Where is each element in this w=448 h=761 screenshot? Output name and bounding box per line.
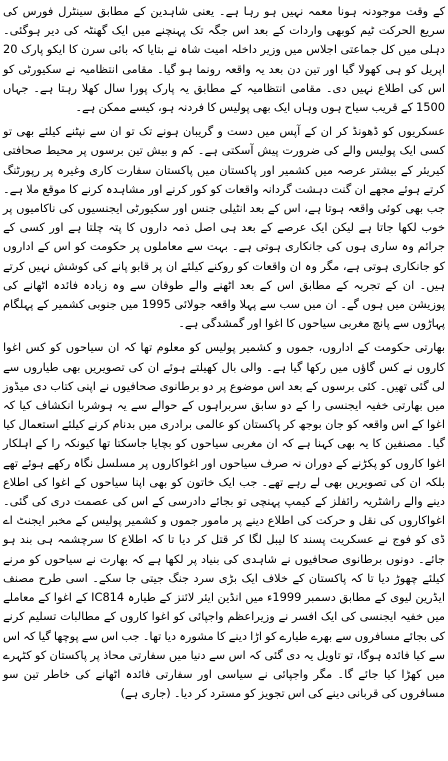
article-paragraph-1: کے وقت موجودنہ ہونا معمہ نہیں ہو رہا ہے۔ یعنی شاہدین کے مطابق سینٹرل فورس کی سریع الحرکت ٹیم کوبھی واردات کے بعد اس جگہ تک پہنچنے میں ایک گھنٹہ کی دیر ہوگئی۔ دہلی میں کل جماعتی اجلاس میں وزیر داخلہ امیت شاہ نے بتایا کہ بائی سرن کا ایکو پارک 20 اپریل کو ہی کھولا گیا اور تین دن بعد یہ واقعہ رونما ہو گیا۔ مقامی انتظامیہ نے سکیورٹی کو اس کی اطلاع نہیں دی۔ مقامی انتظامیہ کے مطابق یہ پارک پورا سال کھلا رہتا ہے۔ جہاں 1500 کے قریب سیاح ہوں وہاں ایک بھی پولیس کا فردنہ ہو، کیسے ممکن ہے۔ bbox=[3, 4, 445, 115]
article-paragraph-2: عسکریوں کو ڈھونڈ کر ان کے آپس میں دست و گریبان ہونے تک تو ان سے نپٹنے کیلئے بھی تو کسی ایک پولیس والے کی ضرورت پیش آسکتی ہے۔ کم و بیش تین برسوں پر محیط صحافتی کیریئر کے بیشتر عرصہ میں کشمیر اور پاکستان میں پاکستان سفارت کاری وغیرہ پر رپورٹنگ کرتے ہوئے مجھے ان گنت دہشت گردانہ واقعات کو کور کرنے اور مشاہدہ کرنے کا موقع ملا ہے۔ جب بھی کوئی واقعہ ہوتا ہے، اس کے بعد انٹیلی جنس اور سکیورٹی ایجنسیوں کی ناکامیوں پر خوب لکھا جاتا ہے لیکن ایک عرصے کے بعد ہی اصل ذمہ داروں کا پتہ چلتا ہے اور کسی کے جرائم وہ ساری ہوں کی جانکاری ہوتی ہے۔ بہت سے معاملوں پر حکومت کو اس کے اداروں کو جانکاری ہوتی ہے، مگر وہ ان واقعات کو روکنے کیلئے ان پر قابو پانے کی کوشش نہیں کرتے ہیں۔ ان کے تجربہ کے مطابق اس کے بعد اٹھنے والے طوفان سے وہ زیادہ فائدہ اٹھانے کی پوزیشن میں ہوں گے۔ ان میں سب سے پہلا واقعہ جولائی 1995 میں جنوبی کشمیر کے پہلگام پہاڑوں سے پانچ مغربی سیاحوں کا اغوا اور گمشدگی ہے۔ bbox=[3, 124, 445, 331]
article-paragraph-3: بھارتی حکومت کے اداروں، جموں و کشمیر پولیس کو معلوم تھا کہ ان سیاحوں کو کس اغوا کاروں نے کس گاؤں میں رکھا گیا ہے۔ والی بال کھیلتے ہوئے ان کی تصویریں بھی طیاروں سے لی گئی تھیں۔ کئی برسوں کے بعد اس موضوع پر دو برطانوی صحافیوں نے اپنی کتاب دی میڈوز میں بھارتی خفیہ ایجنسی را کے دو سابق سربراہوں کے حوالے سے یہ ہوشربا انکشاف کیا کہ اغوا کے اس واقعہ کو جان بوجھ کر پاکستان کو عالمی برادری میں بدنام کرنے کیلئے استعمال کیا گیا۔ مصنفین کا یہ بھی کہنا ہے کہ ان مغربی سیاحوں کو بچایا جاسکتا تھا کیونکہ را کے اہلکار اغوا کاروں کو پکڑنے کے دوران نہ صرف سیاحوں اور اغواکاروں پر مسلسل نگاہ رکھے ہوئے تھے بلکہ ان کی تصویریں بھی لے رہے تھے۔ جب ایک خاتون کو بھی اپنا سیاحوں کے اغوا کی اطلاع دینے والے راشٹریہ رائفلز کے کیمپ پہنچی تو بجائے دادرسی کے اس کی عصمت دری کی گئی۔ اغواکاروں کی نقل و حرکت کی اطلاع دینے پر مامور جموں و کشمیر پولیس کے مخبر ایجنٹ اے ڈی کو فوج نے عسکریت پسند کا لیبل لگا کر قتل کر دیا تا کہ اطلاع کا سرچشمہ ہی بند ہو جائے۔ دونوں برطانوی صحافیوں نے شاہدی کی بنیاد پر لکھا ہے کہ بھارت نے سیاحوں کو مرنے کیلئے چھوڑ دیا تا کہ پاکستان کے خلاف ایک بڑی سرد جنگ جیتی جا سکے۔ اسی طرح مصنف ایڈرین لیوی کے مطابق دسمبر 1999ء میں انڈین ایئر لائنز کے طیارہ IC814 کے اغوا کے معاملے میں خفیہ ایجنسی کی ایک افسر نے وزیراعظم واجپائی کو اغوا کاروں کے مطالبات تسلیم کرنے کی بجائے مسافروں سے بھرے طیارے کو اڑا دینے کا مشورہ دیا تھا۔ جب اس سے پوچھا گیا کہ اس سے کیا فائدہ ہوگا، تو تاویل یہ دی گئی کہ اس سے دنیا میں سفارتی محاذ پر پاکستان کو کٹہرے میں کھڑا کیا جائے گا۔ مگر واجپائی نے سیاسی اور سفارتی فائدہ اٹھانے کی خاطر تین سو مسافروں کی قربانی دینے کی اس تجویز کو مسترد کر دیا۔ (جاری ہے) bbox=[3, 340, 445, 701]
